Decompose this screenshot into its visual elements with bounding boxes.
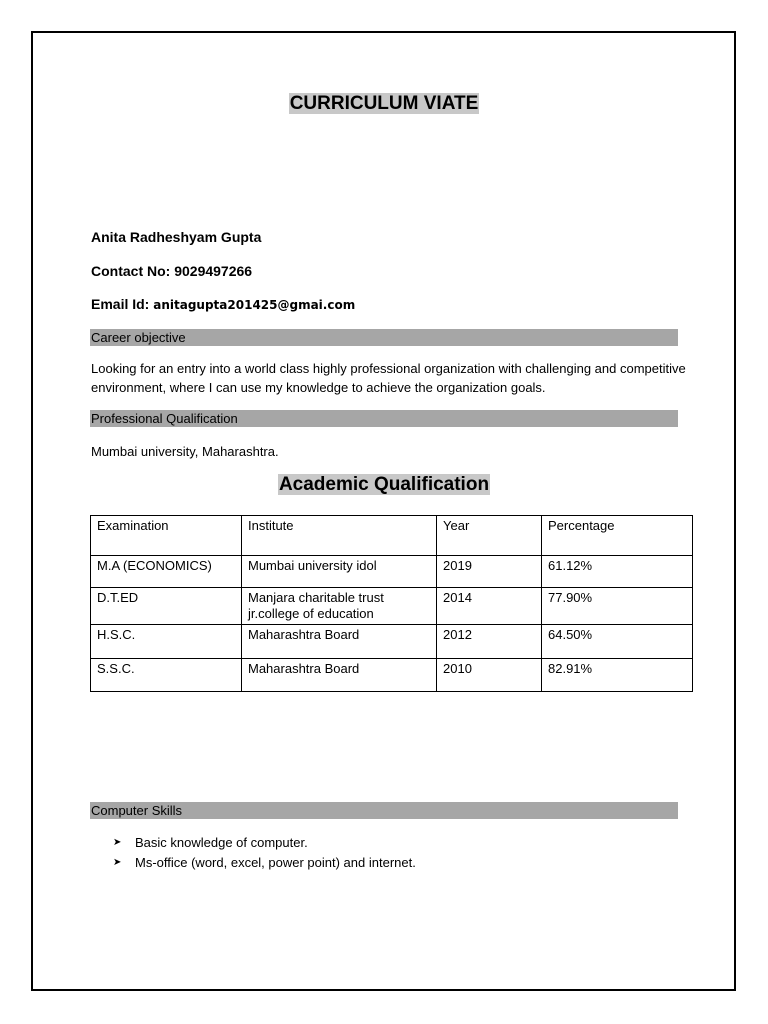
contact-line	[91, 263, 252, 279]
career-objective-heading: Career objective	[90, 329, 678, 346]
table-header-row	[91, 516, 693, 556]
table-cell: 61.12%	[542, 556, 693, 588]
table-cell: 82.91%	[542, 659, 693, 692]
email-value: anitagupta201425@gmai.com	[153, 298, 356, 312]
table-cell: 2014	[437, 588, 542, 625]
table-cell: Maharashtra Board	[242, 625, 437, 659]
table-row	[91, 625, 693, 659]
skill-text: Basic knowledge of computer.	[135, 835, 308, 850]
professional-qualification-text: Mumbai university, Maharashtra.	[91, 444, 279, 459]
computer-skills-list	[113, 833, 416, 873]
list-item	[113, 853, 416, 873]
contact-value: 9029497266	[174, 263, 253, 279]
arrowhead-bullet-icon: ➤	[113, 837, 122, 848]
table-cell: 2010	[437, 659, 542, 692]
email-label: Email Id:	[91, 296, 150, 312]
academic-qualification-heading: Academic Qualification	[278, 474, 490, 495]
email-line	[91, 296, 355, 312]
table-cell: Mumbai university idol	[242, 556, 437, 588]
academic-heading-container	[0, 474, 768, 496]
table-cell: D.T.ED	[91, 588, 242, 625]
table-row	[91, 556, 693, 588]
column-header: Institute	[242, 516, 437, 556]
table-cell: 2012	[437, 625, 542, 659]
table-cell: S.S.C.	[91, 659, 242, 692]
table-cell: Maharashtra Board	[242, 659, 437, 692]
computer-skills-heading: Computer Skills	[90, 802, 678, 819]
arrowhead-bullet-icon: ➤	[113, 857, 122, 868]
table-cell: 64.50%	[542, 625, 693, 659]
table-row	[91, 588, 693, 625]
table-cell: Manjara charitable trust jr.college of education	[242, 588, 437, 625]
table-cell: 77.90%	[542, 588, 693, 625]
document-title-container	[0, 93, 768, 115]
academic-qualification-table	[90, 515, 693, 692]
career-objective-text: Looking for an entry into a world class highly professional organization with challenging and competitive environment, where I can use my knowledge to achieve the organization goals.	[91, 361, 686, 395]
column-header: Examination	[91, 516, 242, 556]
applicant-name: Anita Radheshyam Gupta	[91, 229, 262, 245]
column-header: Year	[437, 516, 542, 556]
table-cell: M.A (ECONOMICS)	[91, 556, 242, 588]
contact-label: Contact No:	[91, 263, 171, 279]
table-cell: H.S.C.	[91, 625, 242, 659]
document-title: CURRICULUM VIATE	[289, 93, 479, 114]
table-cell: 2019	[437, 556, 542, 588]
column-header: Percentage	[542, 516, 693, 556]
list-item	[113, 833, 416, 853]
table-row	[91, 659, 693, 692]
professional-qualification-heading: Professional Qualification	[90, 410, 678, 427]
skill-text: Ms-office (word, excel, power point) and internet.	[135, 855, 416, 870]
